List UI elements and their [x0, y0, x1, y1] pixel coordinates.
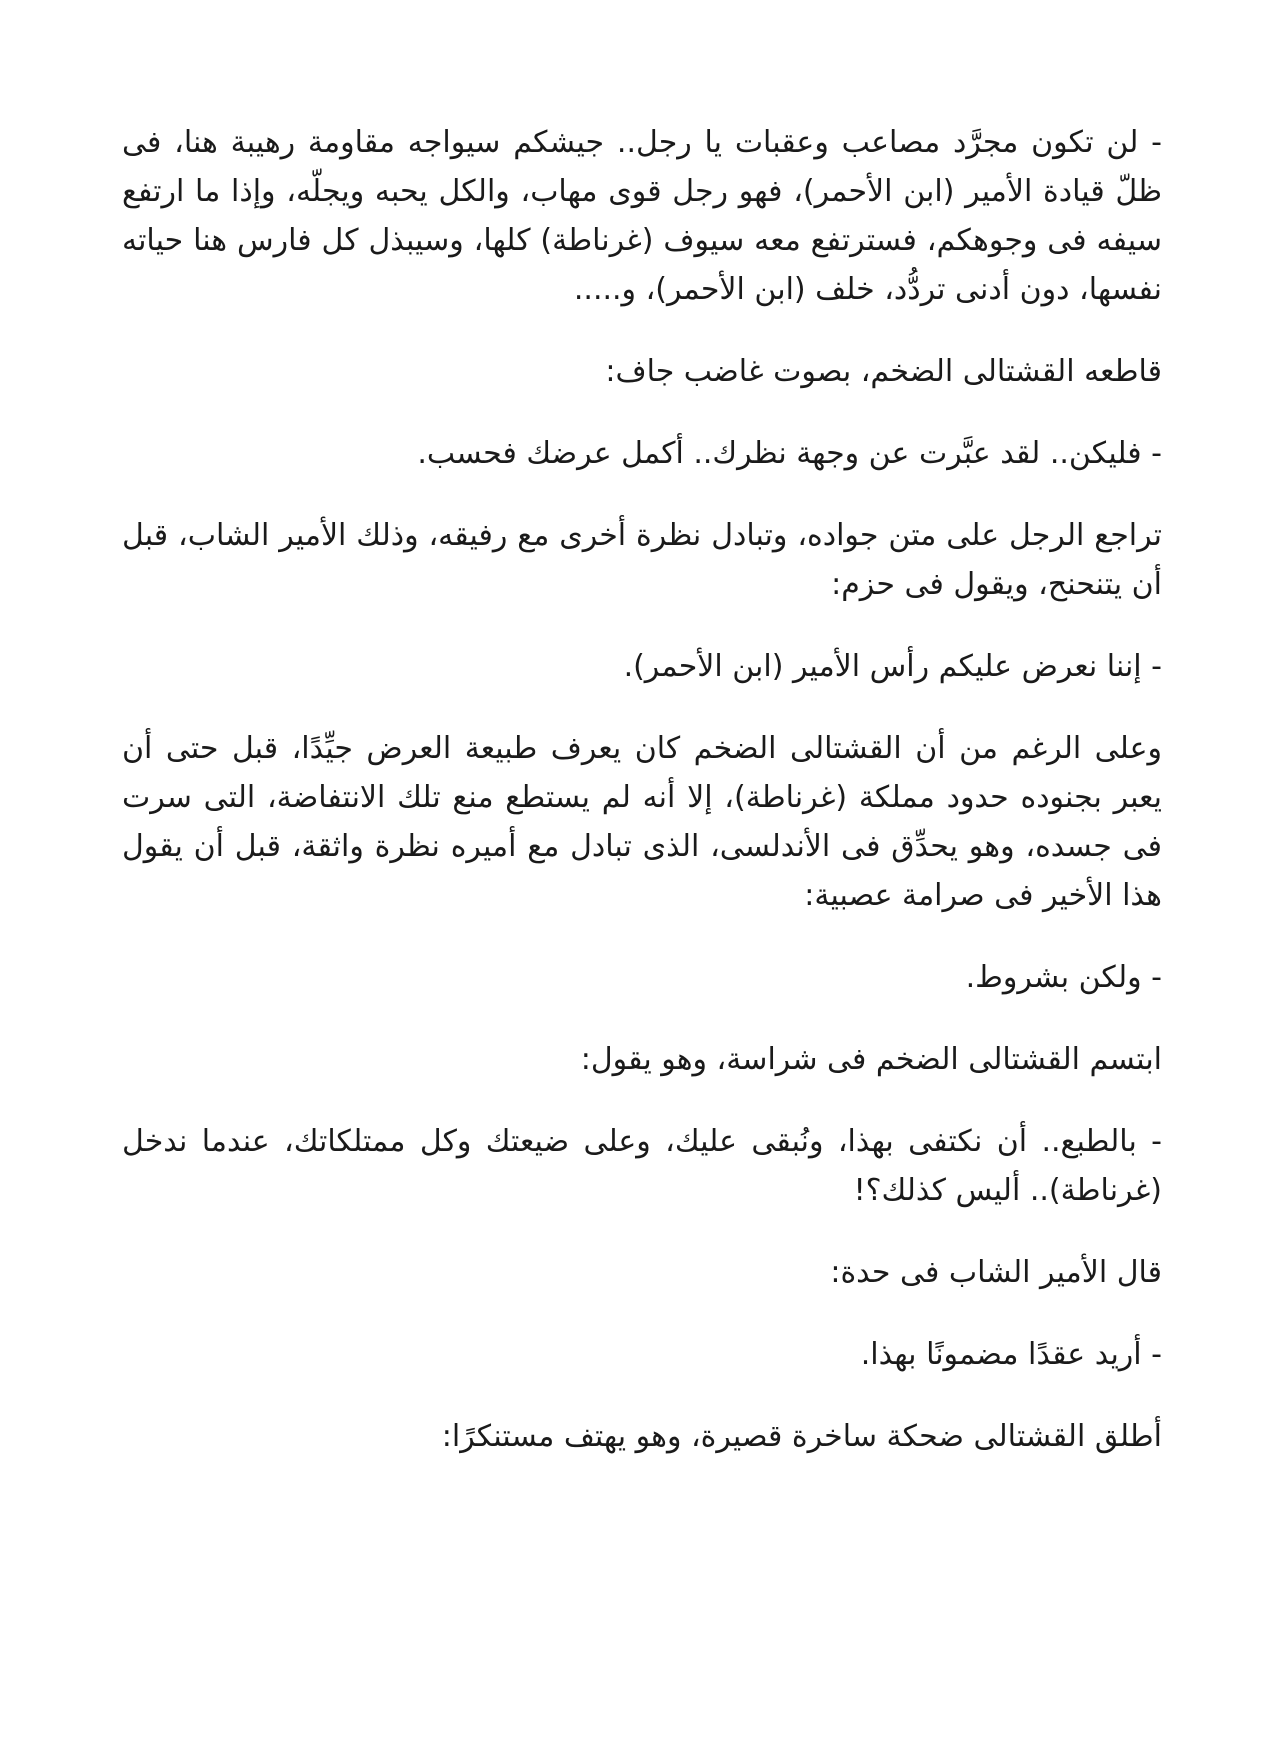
paragraph-11: - أريد عقدًا مضمونًا بهذا.	[860, 1337, 1162, 1372]
paragraph-9: - بالطبع.. أن نكتفى بهذا، ونُبقى عليك، وعلى ضيعتك وكل ممتلكاتك، عندما ندخل (غرناطة).. أليس كذلك؟!	[122, 1124, 1162, 1208]
paragraph-7: - ولكن بشروط.	[965, 960, 1162, 995]
paragraph-10: قال الأمير الشاب فى حدة:	[830, 1255, 1162, 1290]
paragraph-8: ابتسم القشتالى الضخم فى شراسة، وهو يقول:	[580, 1042, 1162, 1077]
paragraph-4: تراجع الرجل على متن جواده، وتبادل نظرة أخرى مع رفيقه، وذلك الأمير الشاب، قبل أن يتنحنح، ويقول فى حزم:	[122, 518, 1162, 602]
paragraph-1: - لن تكون مجرَّد مصاعب وعقبات يا رجل.. جيشكم سيواجه مقاومة رهيبة هنا، فى ظلّ قيادة الأمير (ابن الأحمر)، فهو رجل قوى مهاب، والكل يحبه ويجلّه، وإذا ما ارتفع سيفه فى وجوهكم، فسترتفع معه سيوف (غرناطة) كلها، وسيبذل كل فارس هنا حياته نفسها، دون أدنى تردُّد، خلف (ابن الأحمر)، و.....	[122, 125, 1162, 307]
paragraph-2: قاطعه القشتالى الضخم، بصوت غاضب جاف:	[605, 354, 1162, 389]
paragraph-3: - فليكن.. لقد عبَّرت عن وجهة نظرك.. أكمل عرضك فحسب.	[417, 436, 1162, 471]
paragraph-5: - إننا نعرض عليكم رأس الأمير (ابن الأحمر).	[623, 649, 1162, 684]
paragraph-12: أطلق القشتالى ضحكة ساخرة قصيرة، وهو يهتف مستنكرًا:	[441, 1419, 1162, 1454]
paragraph-6: وعلى الرغم من أن القشتالى الضخم كان يعرف طبيعة العرض جيِّدًا، قبل حتى أن يعبر بجنوده حدود مملكة (غرناطة)، إلا أنه لم يستطع منع تلك الانتفاضة، التى سرت فى جسده، وهو يحدِّق فى الأندلسى، الذى تبادل مع أميره نظرة واثقة، قبل أن يقول هذا الأخير فى صرامة عصبية:	[122, 731, 1162, 913]
book-page	[122, 118, 1162, 1494]
